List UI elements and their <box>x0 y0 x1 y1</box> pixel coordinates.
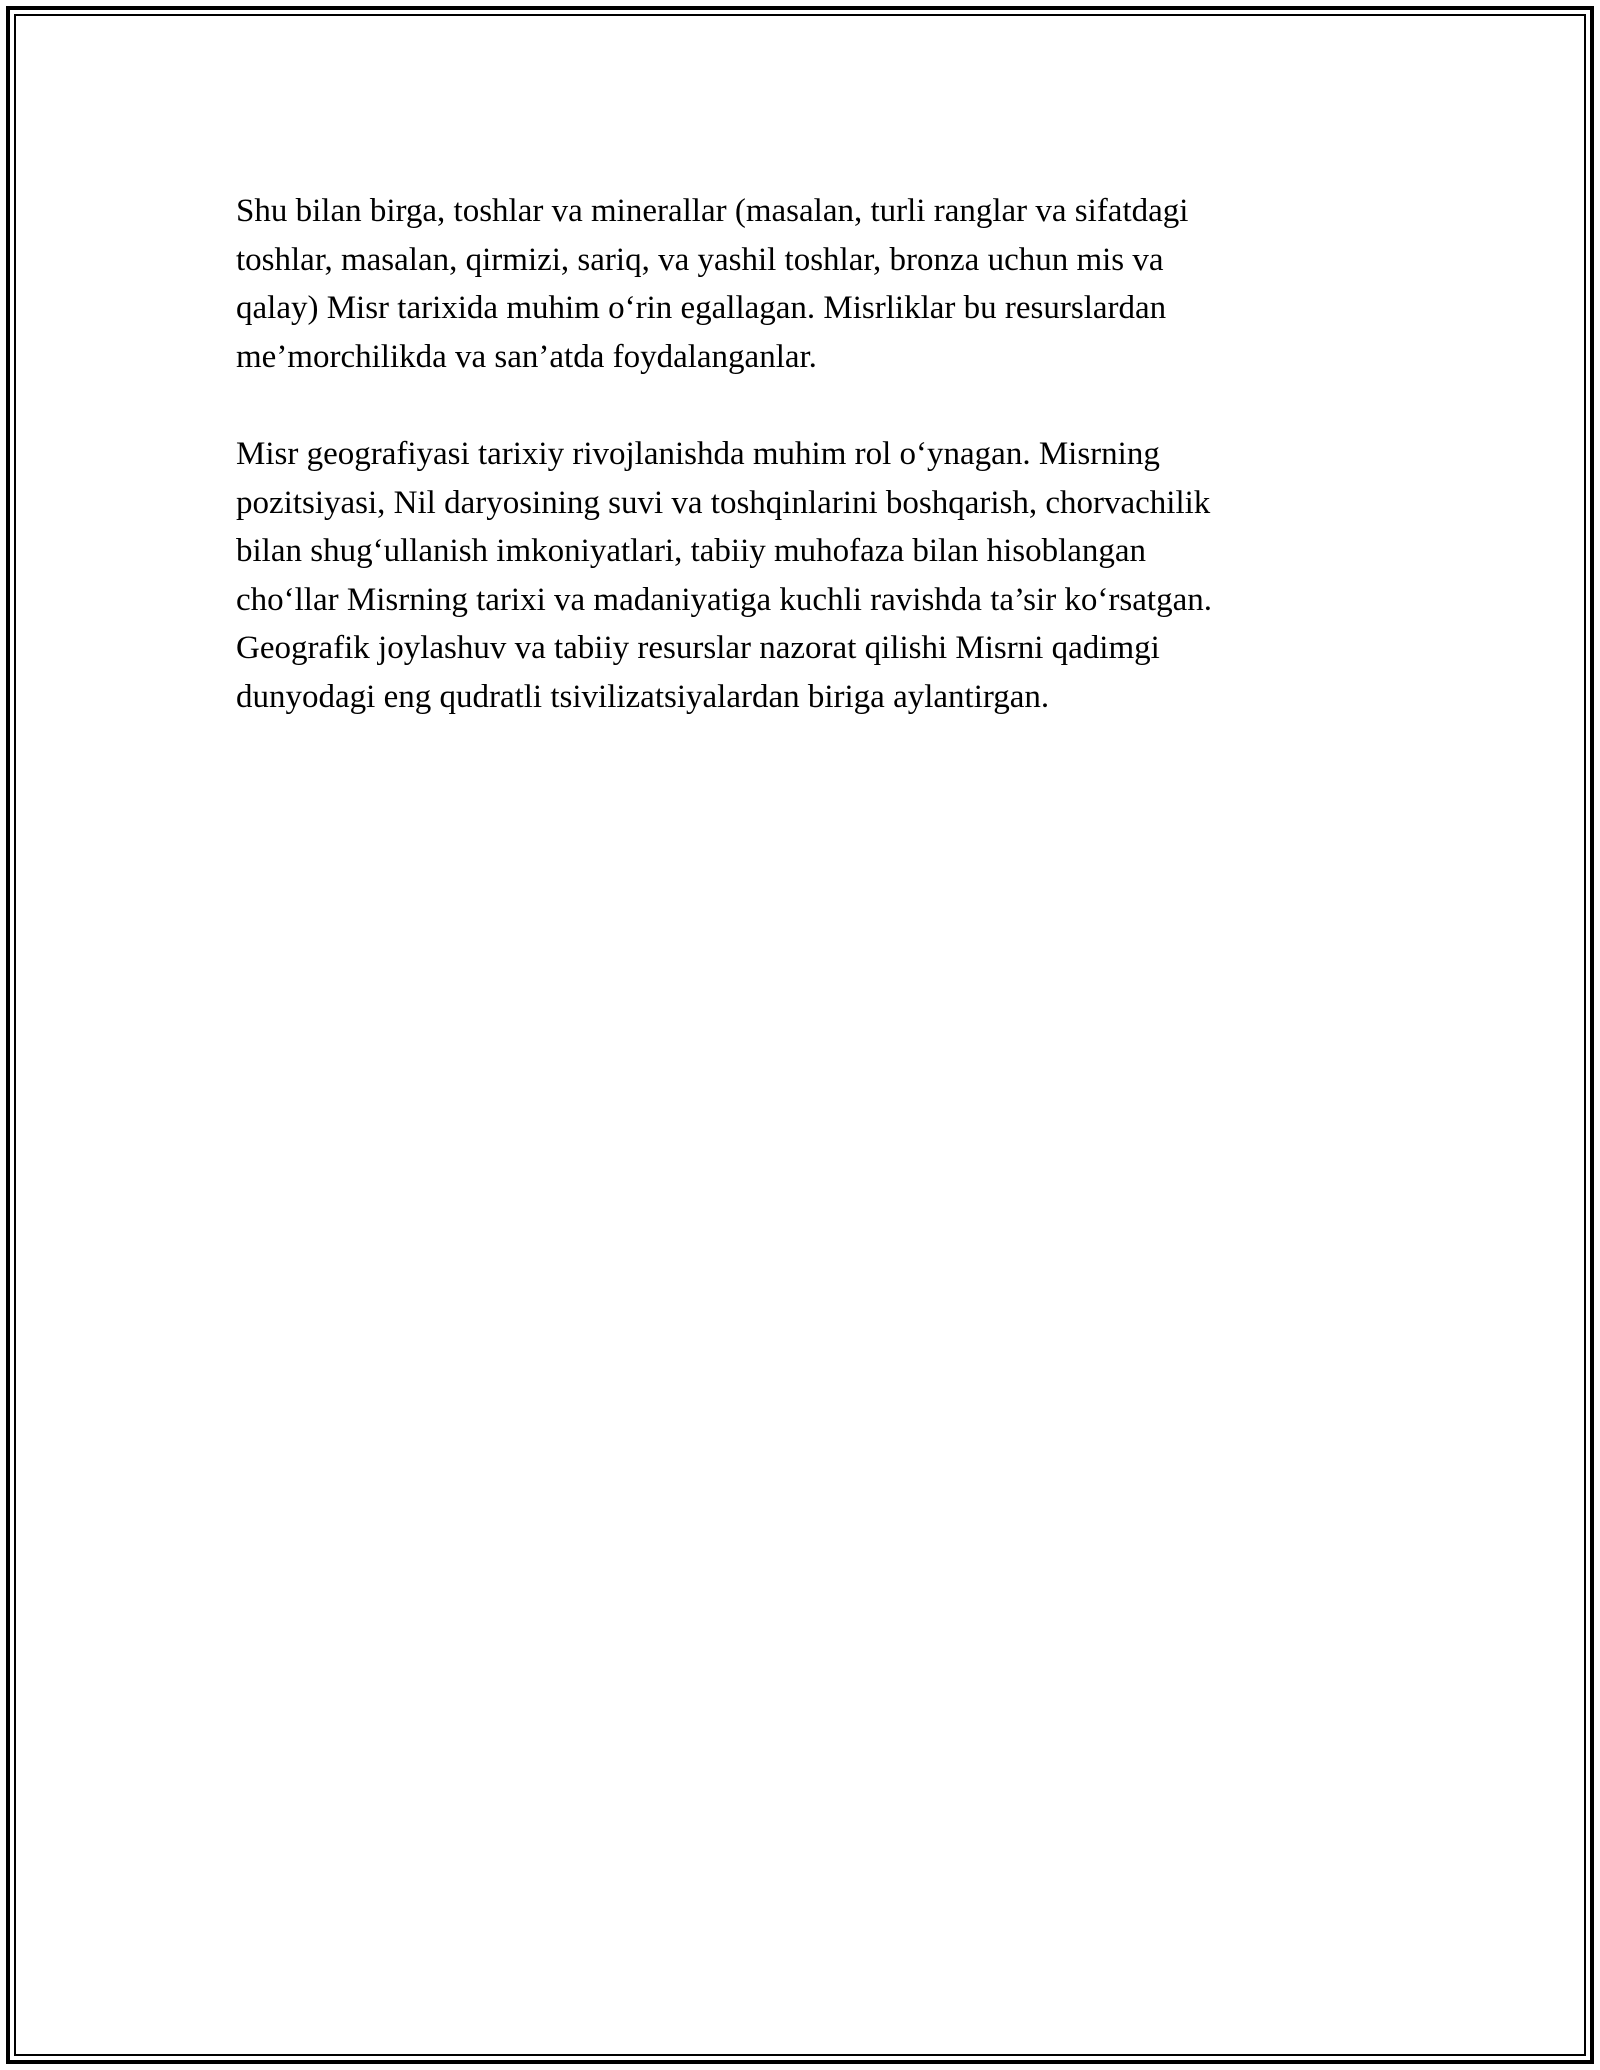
paragraph-line: pozitsiyasi, Nil daryosining suvi va toshqinlarini boshqarish, chorvachilik <box>236 484 1211 521</box>
paragraph-line: cho‘llar Misrning tarixi va madaniyatiga kuchli ravishda ta’sir ko‘rsatgan. <box>236 581 1212 618</box>
paragraph-line: toshlar, masalan, qirmizi, sariq, va yashil toshlar, bronza uchun mis va <box>236 241 1164 278</box>
paragraph-stones-minerals <box>236 187 1356 381</box>
document-body <box>236 187 1356 770</box>
paragraph-line: bilan shug‘ullanish imkoniyatlari, tabiiy muhofaza bilan hisoblangan <box>236 533 1147 569</box>
paragraph-line: Misr geografiyasi tarixiy rivojlanishda muhim rol o‘ynagan. Misrning <box>236 436 1160 472</box>
paragraph-line: Geografik joylashuv va tabiiy resurslar nazorat qilishi Misrni qadimgi <box>236 630 1160 666</box>
paragraph-line: dunyodagi eng qudratli tsivilizatsiyalardan biriga aylantirgan. <box>236 678 1050 715</box>
paragraph-line: Shu bilan birga, toshlar va minerallar (masalan, turli ranglar va sifatdagi <box>236 193 1189 229</box>
paragraph-line: me’morchilikda va san’atda foydalanganlar. <box>236 338 817 375</box>
paragraph-line: qalay) Misr tarixida muhim o‘rin egallagan. Misrliklar bu resurslardan <box>236 290 1167 326</box>
paragraph-geography <box>236 430 1356 721</box>
